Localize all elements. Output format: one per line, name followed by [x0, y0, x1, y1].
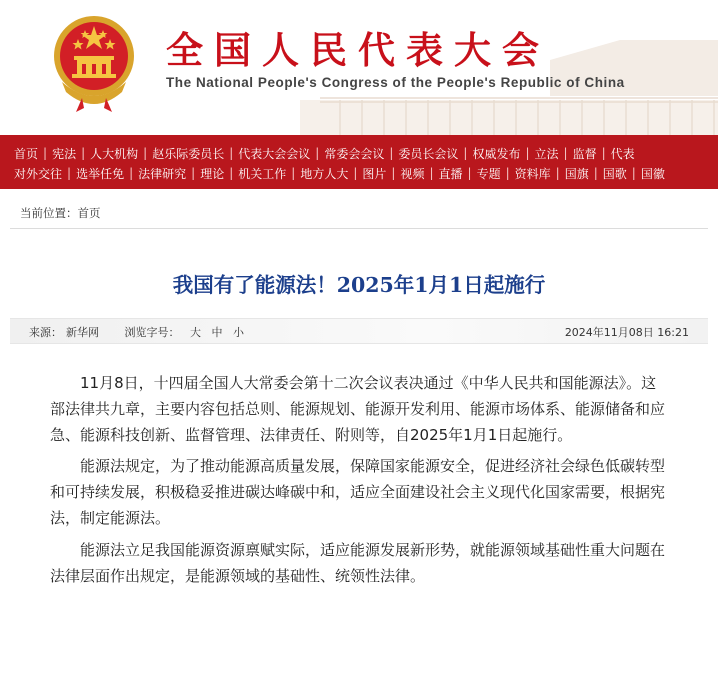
article-paragraph: 11月8日，十四届全国人大常委会第十二次会议表决通过《中华人民共和国能源法》。这部法律共九章，主要内容包括总则、能源规划、能源开发利用、能源市场体系、能源储备和应急、能源科技创新、监督管理、法律责任、附则等，自2025年1月1日起施行。: [50, 374, 666, 444]
nav-separator: |: [81, 146, 86, 160]
nav-separator: |: [315, 146, 320, 160]
nav-row-secondary: [14, 162, 665, 184]
nav-separator: |: [601, 146, 606, 160]
nav-item-official-releases[interactable]: 权威发布: [472, 146, 521, 161]
breadcrumb-home-link[interactable]: 首页: [77, 206, 101, 220]
nav-item-national-flag[interactable]: 国旗: [564, 166, 589, 181]
nav-item-congress-sessions[interactable]: 代表大会会议: [238, 146, 311, 161]
nav-item-supervision[interactable]: 监督: [572, 146, 597, 161]
nav-separator: |: [463, 146, 468, 160]
article-meta-left: [29, 324, 248, 340]
nav-item-chairman[interactable]: 赵乐际委员长: [152, 146, 225, 161]
nav-separator: |: [429, 166, 434, 180]
nav-item-national-emblem[interactable]: 国徽: [640, 166, 665, 181]
nav-separator: |: [43, 146, 48, 160]
nav-separator: |: [467, 166, 472, 180]
nav-item-live[interactable]: 直播: [438, 166, 463, 181]
font-size-large-button[interactable]: 大: [190, 326, 201, 339]
nav-item-video[interactable]: 视频: [400, 166, 425, 181]
nav-item-pictures[interactable]: 图片: [362, 166, 387, 181]
nav-separator: |: [353, 166, 358, 180]
nav-separator: |: [129, 166, 134, 180]
nav-separator: |: [229, 146, 234, 160]
article-paragraph: 能源法立足我国能源资源禀赋实际，适应能源发展新形势，就能源领域基础性重大问题在法律层面作出规定，是能源领域的基础性、统领性法律。: [50, 540, 666, 585]
font-size-label: 浏览字号：: [124, 326, 180, 339]
font-size-medium-button[interactable]: 中: [211, 326, 223, 339]
nav-separator: |: [525, 146, 530, 160]
nav-item-deputies[interactable]: 代表: [610, 146, 635, 161]
article-title: 我国有了能源法！2025年1月1日起施行: [172, 273, 546, 297]
nav-item-foreign-exchanges[interactable]: 对外交往: [14, 166, 63, 181]
nav-separator: |: [389, 146, 394, 160]
nav-item-standing-committee-sessions[interactable]: 常委会会议: [324, 146, 385, 161]
nav-item-local-congresses[interactable]: 地方人大: [300, 166, 349, 181]
article-body: [50, 371, 668, 595]
nav-separator: |: [505, 166, 510, 180]
publish-date: 2024年11月08日 16:21: [564, 326, 689, 339]
main-nav: [0, 135, 718, 189]
nav-item-theory[interactable]: 理论: [200, 166, 225, 181]
article-paragraph: 能源法规定，为了推动能源高质量发展，保障国家能源安全，促进经济社会绿色低碳转型和可持续发展，积极稳妥推进碳达峰碳中和，适应全面建设社会主义现代化国家需要，根据宪法，制定能源法。: [50, 457, 666, 527]
site-title: 全国人民代表大会: [166, 28, 550, 72]
nav-item-national-anthem[interactable]: 国歌: [602, 166, 627, 181]
breadcrumb-label: 当前位置：: [20, 206, 78, 220]
nav-item-constitution[interactable]: 宪法: [52, 146, 77, 161]
nav-separator: |: [593, 166, 598, 180]
nav-row-primary: [14, 142, 635, 164]
national-emblem-icon: [52, 12, 136, 112]
site-header: [0, 0, 718, 135]
nav-separator: |: [631, 166, 636, 180]
nav-separator: |: [391, 166, 396, 180]
site-subtitle: The National People's Congress of the People's Republic of China: [166, 75, 625, 90]
nav-separator: |: [229, 166, 234, 180]
nav-item-elections[interactable]: 选举任免: [76, 166, 125, 181]
nav-separator: |: [291, 166, 296, 180]
breadcrumb-divider: [10, 228, 708, 229]
nav-separator: |: [143, 146, 148, 160]
nav-separator: |: [67, 166, 72, 180]
nav-item-topics[interactable]: 专题: [476, 166, 501, 181]
nav-separator: |: [191, 166, 196, 180]
nav-separator: |: [555, 166, 560, 180]
source-label: 来源：: [29, 326, 62, 339]
article-meta-bar: [10, 318, 708, 344]
breadcrumb: [20, 205, 101, 221]
source-name: 新华网: [66, 326, 99, 339]
nav-item-database[interactable]: 资料库: [514, 166, 551, 181]
nav-item-legal-research[interactable]: 法律研究: [138, 166, 187, 181]
nav-item-npc-organs[interactable]: 人大机构: [90, 146, 139, 161]
nav-item-chairmen-council[interactable]: 委员长会议: [398, 146, 459, 161]
nav-item-home[interactable]: 首页: [14, 146, 39, 161]
nav-separator: |: [563, 146, 568, 160]
font-size-small-button[interactable]: 小: [233, 326, 244, 339]
nav-item-office-work[interactable]: 机关工作: [238, 166, 287, 181]
nav-item-legislation[interactable]: 立法: [534, 146, 559, 161]
